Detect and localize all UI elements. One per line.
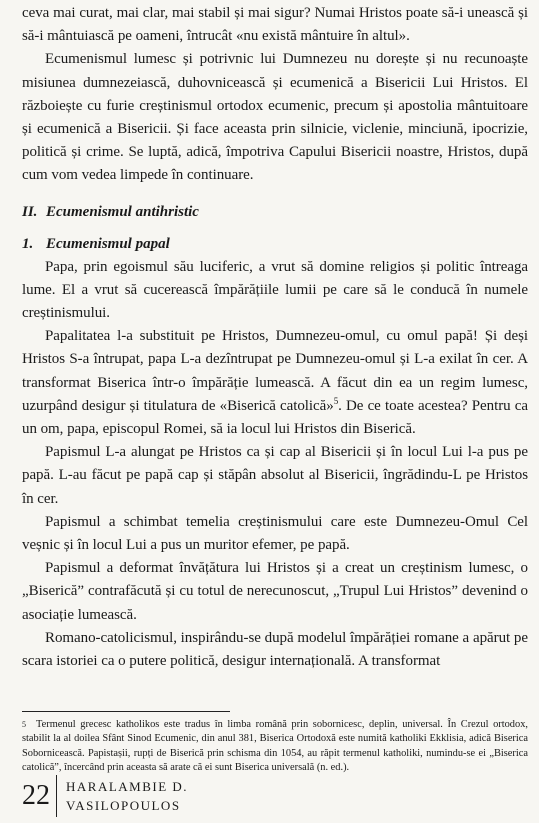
paragraph: Ecumenismul lumesc și potrivnic lui Dumnezeu nu dorește și nu recunoaște misiunea dumnezeiască, duhovnicească și ecumenică a Bisericii Lui Hristos. El războiește cu furie creștinismul ortodox ecumenic, precum și apostolia mântuitoare și ecumenică a Bisericii. Și face aceasta prin silnicie, viclenie, minciună, ipocrizie, politică și crime. Se luptă, adică, împotriva Capului Bisericii noastre, Hristos, după cum vom vedea limpede în continuare. <box>22 51 528 184</box>
main-text <box>22 2 528 673</box>
paragraph-text: . De ce toate acestea? Pentru ca un om, papa, episcopul Romei, să ia locul lui Hristos din Biserică. <box>22 397 528 438</box>
footnote-reference[interactable]: 5 <box>333 395 339 406</box>
footnote-divider <box>22 711 230 712</box>
author-line: VASILOPOULOS <box>66 798 181 813</box>
paragraph: Papismul a schimbat temelia creștinismului care este Dumnezeu-Omul Cel veșnic și în locul Lui a pus un muritor efemer, pe papă. <box>22 513 528 554</box>
paragraph: Papismul a deformat învățătura lui Hristos și a creat un creștinism lumesc, o „Biserică” contrafăcută și cu totul de nerecunoscut, „Trupul Lui Hristos” devenind o asociație lumească. <box>22 560 528 623</box>
author-line: HARALAMBIE D. <box>66 779 189 794</box>
page-number: 22 <box>22 780 50 811</box>
paragraph: Romano-catolicismul, inspirându-se după modelul împărăției romane a apărut pe scara istoriei ca o putere politică, desigur internațională. A transformat <box>22 629 528 670</box>
paragraph <box>22 325 528 441</box>
subsection-heading <box>22 232 528 256</box>
subsection-title: Ecumenismul papal <box>46 235 170 252</box>
paragraph: Papismul L-a alungat pe Hristos ca și cap al Bisericii și în locul Lui l-a pus pe papă. L-au făcut pe papă cap și stăpân absolut al Bisericii, îngrădindu-L pe Hristos în cer. <box>22 444 528 507</box>
section-title: Ecumenismul antihristic <box>46 203 199 220</box>
paragraph-text: Papalitatea l-a substituit pe Hristos, Dumnezeu-omul, cu omul papă! Și deși Hristos S-a întrupat, papa L-a dezîntrupat pe Dumnezeu-omul și L-a exilat în cer. A transformat Biserica într-o împărăție lumească. A făcut din ea un regim lumesc, uzurpând desigur și titulatura de «Biserică catolică» <box>22 328 528 414</box>
running-author <box>66 777 188 815</box>
paragraph: Papa, prin egoismul său luciferic, a vrut să domine religios și politic întreaga lume. El a vrut să cucerească împărățiile lumii pe care să le conducă în numele creștinismului. <box>22 258 528 322</box>
section-number: II. <box>22 203 38 220</box>
footnote-mark: 5 <box>22 720 26 729</box>
footnote-text: Termenul grecesc katholikos este tradus în limba română prin sobornicesc, deplin, universal. În Crezul ortodox, stabilit la al doilea Sfânt Sinod Ecumenic, din anul 381, Biserica Ortodoxă este numită katholiki Ekklisia, adică Biserica Sobornicească. Papistașii, rupți de Biserică prin schisma din 1054, au răpit termenul katholiki, numindu-se ei „Biserica catolică”, încercând prin aceasta să arate că ei sunt Biserica universală (n. ed.). <box>22 719 528 774</box>
paragraph: ceva mai curat, mai clar, mai stabil și mai sigur? Numai Hristos poate să-i unească și să-i mântuiască pe oameni, întrucât «nu există mântuire în altul». <box>22 5 528 45</box>
subsection-number: 1. <box>22 235 34 252</box>
footnote <box>22 718 528 776</box>
folio-divider <box>56 775 57 817</box>
section-heading <box>22 200 528 224</box>
